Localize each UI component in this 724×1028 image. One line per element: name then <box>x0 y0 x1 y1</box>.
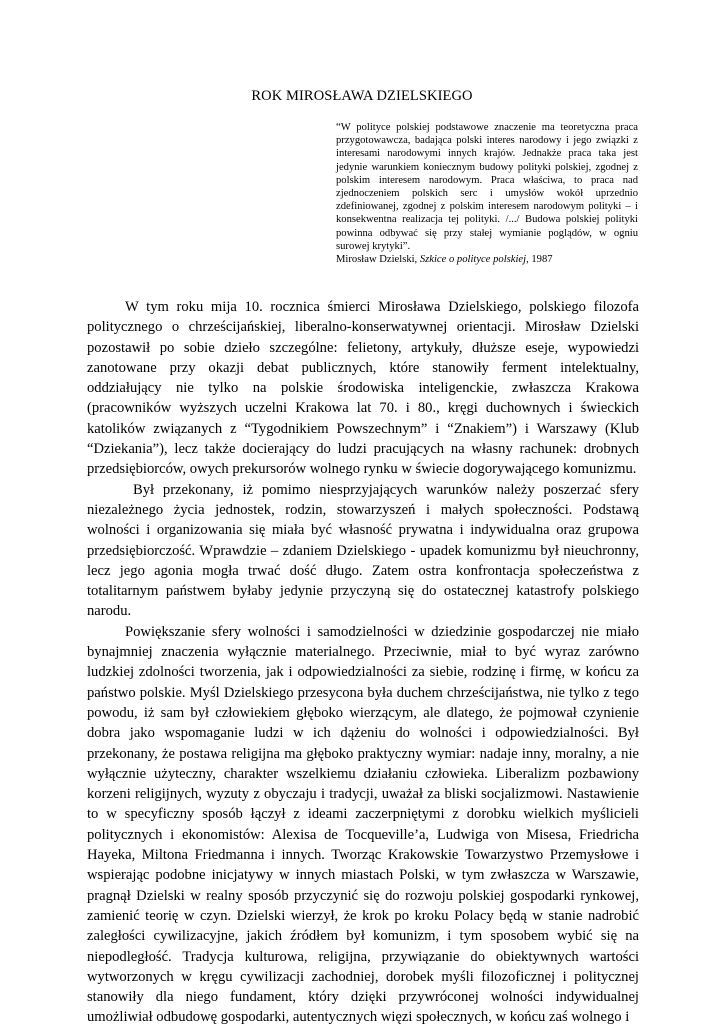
page-title: ROK MIROSŁAWA DZIELSKIEGO <box>251 88 473 104</box>
motto-year: , 1987 <box>526 254 553 266</box>
motto-work: Szkice o polityce polskiej <box>419 254 527 266</box>
motto-quote: “W polityce polskiej podstawowe znaczenie ma teoretyczna praca przygotowawcza, badająca polski interes narodowy i jego związki z interesami narodowymi innych krajów. Jednakże praca taka jest jedynie warunkiem koniecznym budowy polityki polskiej, zgodnej z polskim interesem narodowym. Praca właściwa, to praca nad zjednoczeniem polskich serc i umysłów wokół uprzednio zdefiniowanej, zgodnej z polskim interesem narodowym polityki – i konsekwentna realizacja tej polityki. /.../ Budowa polskiej polityki powinna odbywać się przy stałej wymianie poglądów, w ogniu surowej krytyki”. <box>336 122 638 252</box>
motto-block <box>336 121 638 266</box>
motto-source <box>336 253 638 266</box>
paragraph: W tym roku mija 10. rocznica śmierci Mirosława Dzielskiego, polskiego filozofa politycznego o chrześcijańskiej, liberalno-konserwatywnej orientacji. Mirosław Dzielski pozostawił po sobie dzieło szczególne: felietony, artykuły, dłuższe eseje, wypowiedzi zanotowane przy okazji debat publicznych, które stanowiły ferment intelektualny, oddziałujący nie tylko na polskie środowiska inteligenckie, zwłaszcza Krakowa (pracowników wyższych uczelni Krakowa lat 70. i 80., kręgi duchownych i świeckich katolików związanych z “Tygodnikiem Powszechnym” i “Znakiem”) i Warszawy (Klub “Dziekania”), lecz także docierający do ludzi pracujących na własny rachunek: drobnych przedsiębiorców, owych prekursorów wolnego rynku w świecie dogorywającego komunizmu. <box>87 299 639 478</box>
body-text <box>87 297 639 1028</box>
motto-author: Mirosław Dzielski, <box>336 254 420 266</box>
paragraph: Powiększanie sfery wolności i samodzielności w dziedzinie gospodarczej nie miało bynajmniej znaczenia wyłącznie materialnego. Przeciwnie, miał to być wyraz zarówno ludzkiej zdolności tworzenia, jak i odpowiedzialności za siebie, rodzinę i firmę, w końcu za państwo polskie. Myśl Dzielskiego przesycona była duchem chrześcijaństwa, nie tylko z tego powodu, iż sam był człowiekiem głęboko wierzącym, ale dlatego, że pojmował czynienie dobra jako wspomaganie ludzi w ich dążeniu do wolności i odpowiedzialności. Był przekonany, że postawa religijna ma głęboko praktyczny wymiar: nadaje inny, moralny, a nie wyłącznie użyteczny, charakter wszelkiemu działaniu człowieka. Liberalizm pozbawiony korzeni religijnych, wyzuty z obyczaju i tradycji, uważał za bliski socjalizmowi. Nastawienie to w specyficzny sposób łączył z ideami zaczerpniętymi z dorobku wielkich myślicieli politycznych i ekonomistów: Alexisa de Tocqueville’a, Ludwiga von Misesa, Friedricha Hayeka, Miltona Friedmanna i innych. Tworząc Krakowskie Towarzystwo Przemysłowe i wspierając podobne inicjatywy w innych miastach Polski, w tym zwłaszcza w Warszawie, pragnął Dzielski w realny sposób przyczynić się do rozwoju polskiej gospodarki rynkowej, zamienić teorię w czyn. Dzielski wierzył, że krok po kroku Polacy będą w stanie nadrobić zaległości cywilizacyjne, jakich źródłem był komunizm, i tym sposobem wybić się na niepodległość. Tradycja kulturowa, religijna, przywiązanie do obiektywnych wartości wytworzonych w kręgu cywilizacji zachodniej, dorobek myśli filozoficznej i politycznej stanowiły dla niego fundament, który dzięki przywróconej wolności indywidualnej umożliwiał odbudowę gospodarki, autentycznych więzi społecznych, w końcu zaś wolnego i <box>87 623 639 1026</box>
paragraph: Był przekonany, iż pomimo niesprzyjających warunków należy poszerzać sfery niezależnego życia jednostek, rodzin, stowarzyszeń i małych społeczności. Podstawą wolności i organizowania się miała być własność prywatna i indywidualna oraz grupowa przedsiębiorczość. Wprawdzie – zdaniem Dzielskiego - upadek komunizmu był nieuchronny, lecz jego agonia mogła trwać dość długo. Zatem ostra konfrontacja społeczeństwa z totalitarnym państwem byłaby jedynie przyczyną się do ostatecznej katastrofy polskiego narodu. <box>87 481 639 620</box>
